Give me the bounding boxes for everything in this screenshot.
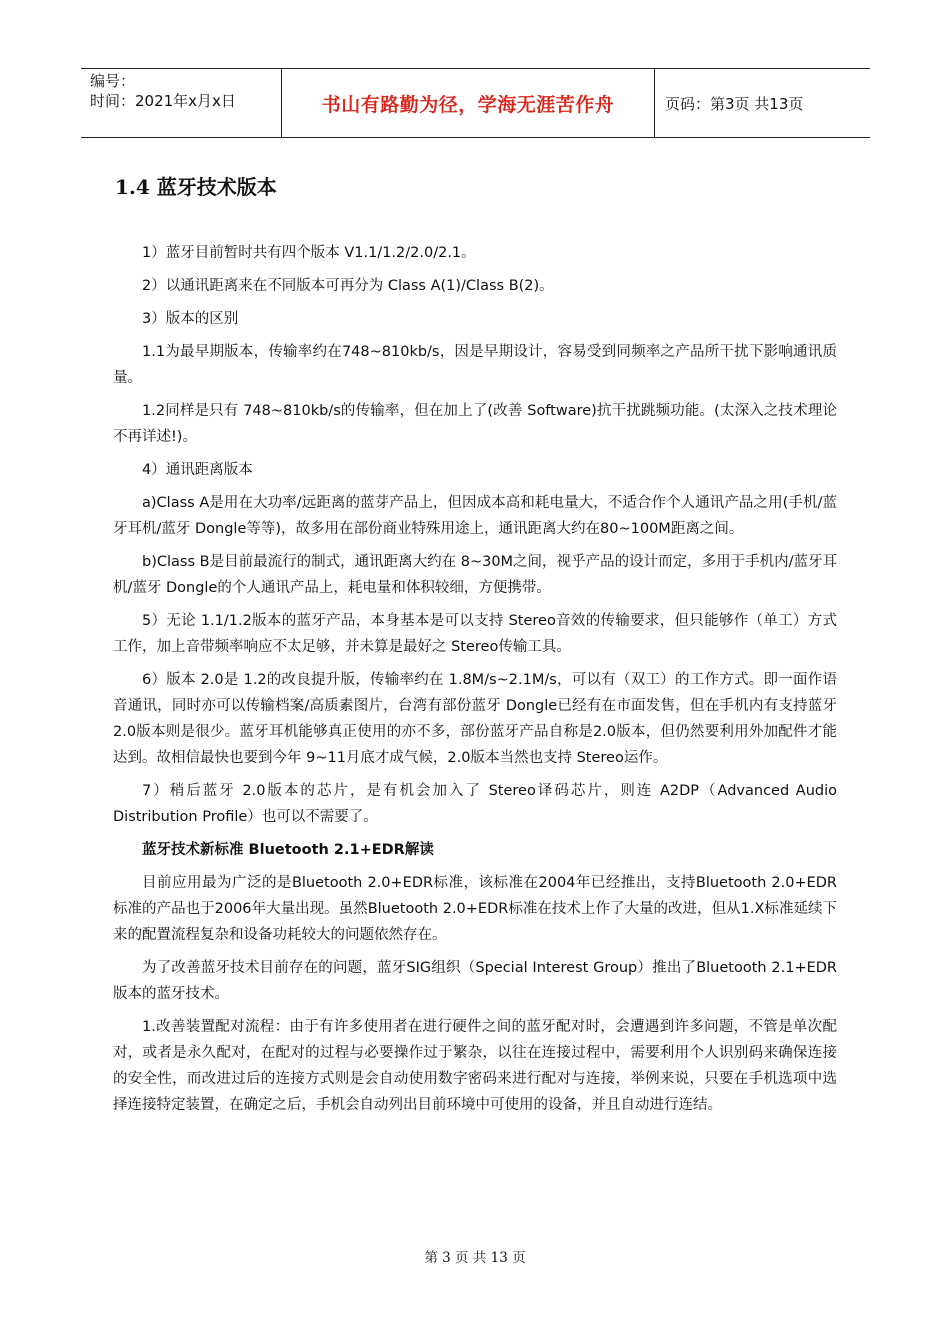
date-line: 时间：2021年x月x日: [90, 92, 236, 110]
page-info: 页码：第3页 共13页: [665, 94, 804, 113]
page-footer: 第 3 页 共 13 页: [424, 1250, 526, 1266]
paragraph: a)Class A是用在大功率/远距离的蓝芽产品上，但因成本高和耗电量大，不适合作个人通讯产品之用(手机/蓝牙耳机/蓝牙 Dongle等等)，故多用在部份商业特殊用途上，通讯距离大约在80~100M距离之间。: [113, 495, 837, 537]
paragraph: 6）版本 2.0是 1.2的改良提升版，传输率约在 1.8M/s~2.1M/s，可以有（双工）的工作方式。即一面作语音通讯，同时亦可以传输档案/高质素图片，台湾有部份蓝牙 Dongle已经有在市面发售，但在手机内有支持蓝牙 2.0版本则是很少。蓝牙耳机能够真正使用的亦不多，部份蓝牙产品自称是2.0版本，但仍然要利用外加配件才能达到。故相信最快也要到今年 9~11月底才成气候，2.0版本当然也支持 Stereo运作。: [113, 672, 837, 766]
paragraph: 3）版本的区别: [142, 311, 239, 327]
paragraph: 1）蓝牙目前暂时共有四个版本 V1.1/1.2/2.0/2.1。: [142, 245, 476, 261]
document-body: [113, 240, 837, 1125]
paragraph: 7）稍后蓝牙 2.0版本的芯片，是有机会加入了 Stereo译码芯片，则连 A2DP（Advanced Audio Distribution Profile）也可以不需要了。: [113, 783, 837, 825]
header-table: [81, 68, 870, 138]
paragraph: 5）无论 1.1/1.2版本的蓝牙产品，本身基本是可以支持 Stereo音效的传输要求，但只能够作（单工）方式工作，加上音带频率响应不太足够，并未算是最好之 Stereo传输工具。: [113, 613, 837, 655]
header-meta: [81, 69, 282, 137]
paragraph: 1.2同样是只有 748~810kb/s的传输率，但在加上了(改善 Software)抗干扰跳频功能。(太深入之技术理论不再详述!)。: [113, 403, 837, 445]
header-page-cell: [655, 69, 870, 137]
paragraph: 目前应用最为广泛的是Bluetooth 2.0+EDR标准，该标准在2004年已经推出，支持Bluetooth 2.0+EDR标准的产品也于2006年大量出现。虽然Bluetooth 2.0+EDR标准在技术上作了大量的改进，但从1.X标准延续下来的配置流程复杂和设备功耗较大的问题依然存在。: [113, 875, 837, 943]
motto: 书山有路勤为径，学海无涯苦作舟: [321, 93, 615, 116]
paragraph: 2）以通讯距离来在不同版本可再分为 Class A(1)/Class B(2)。: [142, 278, 554, 294]
paragraph: 1.1为最早期版本，传输率约在748~810kb/s，因是早期设计，容易受到同频率之产品所干扰下影响通讯质量。: [113, 344, 837, 386]
header-motto-cell: [282, 69, 655, 137]
number-label: 编号：: [90, 72, 136, 90]
paragraph: 1.改善装置配对流程：由于有许多使用者在进行硬件之间的蓝牙配对时，会遭遇到许多问题，不管是单次配对，或者是永久配对，在配对的过程与必要操作过于繁杂，以往在连接过程中，需要利用个人识别码来确保连接的安全性，而改进过后的连接方式则是会自动使用数字密码来进行配对与连接，举例来说，只要在手机选项中选择连接特定装置，在确定之后，手机会自动列出目前环境中可使用的设备，并且自动进行连结。: [113, 1019, 837, 1113]
section-heading: 1.4 蓝牙技术版本: [115, 175, 277, 199]
subheading: 蓝牙技术新标准 Bluetooth 2.1+EDR解读: [142, 842, 434, 858]
paragraph: 4）通讯距离版本: [142, 462, 253, 478]
paragraph: 为了改善蓝牙技术目前存在的问题，蓝牙SIG组织（Special Interest Group）推出了Bluetooth 2.1+EDR版本的蓝牙技术。: [113, 960, 837, 1002]
paragraph: b)Class B是目前最流行的制式，通讯距离大约在 8~30M之间，视乎产品的设计而定，多用于手机内/蓝牙耳机/蓝牙 Dongle的个人通讯产品上，耗电量和体积较细，方便携带。: [113, 554, 837, 596]
